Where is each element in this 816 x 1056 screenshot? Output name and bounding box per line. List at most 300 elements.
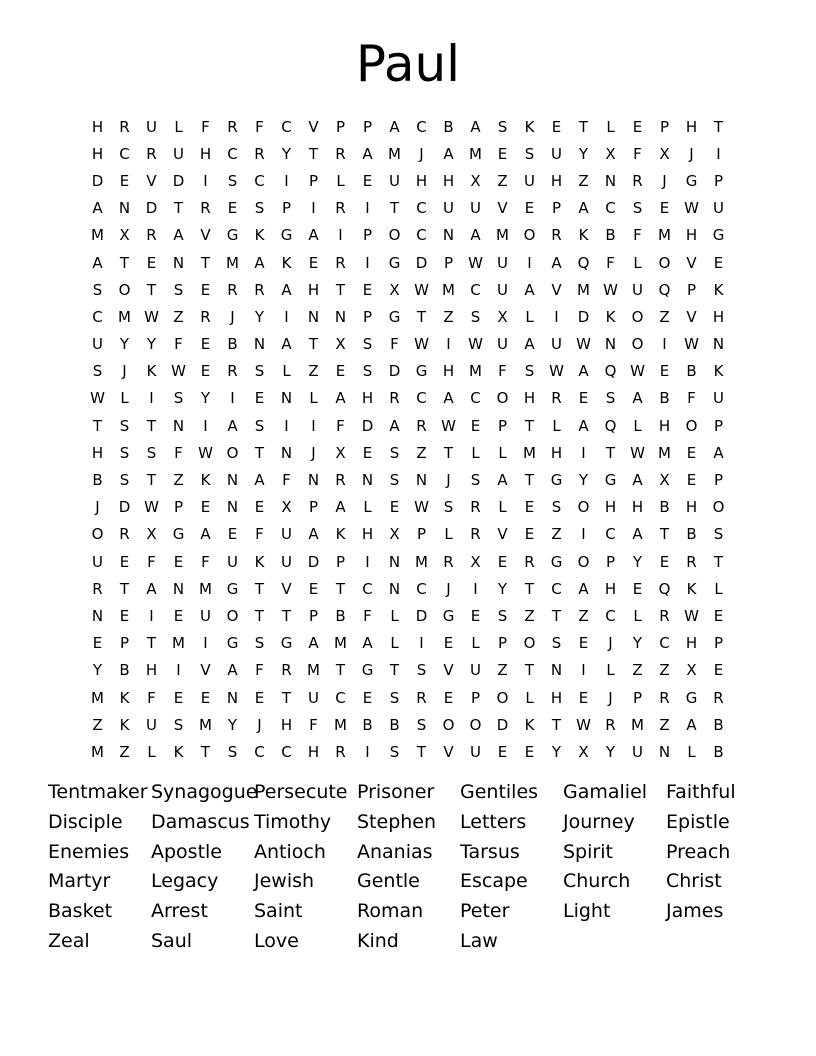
grid-letter[interactable]: G xyxy=(226,226,239,245)
grid-letter[interactable]: H xyxy=(442,171,455,190)
grid-letter[interactable]: L xyxy=(336,171,345,190)
grid-letter[interactable]: O xyxy=(496,389,509,408)
grid-letter[interactable]: X xyxy=(659,144,670,163)
grid-letter[interactable]: J xyxy=(689,144,694,163)
grid-letter[interactable]: E xyxy=(119,552,130,571)
grid-letter[interactable]: C xyxy=(416,226,427,245)
grid-letter[interactable]: S xyxy=(119,416,130,435)
grid-letter[interactable]: U xyxy=(200,606,211,625)
grid-letter[interactable]: M xyxy=(307,661,320,680)
grid-letter[interactable]: E xyxy=(200,362,211,381)
grid-letter[interactable]: I xyxy=(365,552,370,571)
grid-letter[interactable]: Y xyxy=(119,335,130,354)
grid-letter[interactable]: Z xyxy=(524,606,535,625)
grid-letter[interactable]: J xyxy=(446,579,451,598)
grid-letter[interactable]: M xyxy=(658,443,671,462)
grid-letter[interactable]: A xyxy=(443,144,454,163)
grid-letter[interactable]: E xyxy=(362,171,373,190)
grid-letter[interactable]: E xyxy=(254,498,265,517)
grid-letter[interactable]: Y xyxy=(254,307,265,326)
grid-letter[interactable]: R xyxy=(335,199,346,218)
grid-letter[interactable]: H xyxy=(307,742,320,761)
grid-letter[interactable]: A xyxy=(308,525,319,544)
grid-letter[interactable]: O xyxy=(523,226,536,245)
grid-letter[interactable]: N xyxy=(361,471,374,490)
grid-letter[interactable]: H xyxy=(415,171,428,190)
grid-letter[interactable]: I xyxy=(203,634,208,653)
grid-letter[interactable]: T xyxy=(416,742,427,761)
grid-letter[interactable]: I xyxy=(716,144,721,163)
grid-letter[interactable]: T xyxy=(659,525,670,544)
grid-letter[interactable]: A xyxy=(686,715,697,734)
grid-letter[interactable]: S xyxy=(389,742,400,761)
grid-letter[interactable]: H xyxy=(361,525,374,544)
grid-letter[interactable]: N xyxy=(172,416,185,435)
grid-letter[interactable]: R xyxy=(632,171,643,190)
grid-letter[interactable]: Y xyxy=(227,715,238,734)
grid-letter[interactable]: S xyxy=(92,362,103,381)
grid-letter[interactable]: R xyxy=(416,416,427,435)
grid-letter[interactable]: N xyxy=(226,498,239,517)
grid-letter[interactable]: K xyxy=(173,742,184,761)
grid-letter[interactable]: T xyxy=(389,661,400,680)
grid-letter[interactable]: P xyxy=(362,307,373,326)
grid-letter[interactable]: E xyxy=(254,688,265,707)
grid-letter[interactable]: A xyxy=(578,199,589,218)
grid-letter[interactable]: P xyxy=(308,171,319,190)
grid-letter[interactable]: A xyxy=(308,634,319,653)
grid-letter[interactable]: W xyxy=(684,199,699,218)
grid-letter[interactable]: G xyxy=(604,471,617,490)
grid-letter[interactable]: S xyxy=(362,362,373,381)
grid-letter[interactable]: N xyxy=(118,199,131,218)
grid-letter[interactable]: H xyxy=(712,307,725,326)
grid-letter[interactable]: E xyxy=(362,688,373,707)
grid-letter[interactable]: T xyxy=(713,117,724,136)
grid-letter[interactable]: L xyxy=(525,307,534,326)
grid-letter[interactable]: E xyxy=(686,443,697,462)
grid-letter[interactable]: H xyxy=(91,117,104,136)
grid-letter[interactable]: B xyxy=(335,606,346,625)
grid-letter[interactable]: T xyxy=(578,117,589,136)
grid-letter[interactable]: U xyxy=(281,552,292,571)
grid-letter[interactable]: M xyxy=(118,307,131,326)
grid-letter[interactable]: S xyxy=(470,471,481,490)
grid-letter[interactable]: T xyxy=(254,579,265,598)
grid-letter[interactable]: L xyxy=(174,117,183,136)
grid-letter[interactable]: S xyxy=(470,307,481,326)
grid-letter[interactable]: R xyxy=(551,226,562,245)
grid-letter[interactable]: E xyxy=(497,742,508,761)
grid-letter[interactable]: P xyxy=(362,226,373,245)
grid-letter[interactable]: E xyxy=(659,552,670,571)
grid-letter[interactable]: G xyxy=(388,253,401,272)
grid-letter[interactable]: F xyxy=(174,443,183,462)
grid-letter[interactable]: F xyxy=(309,715,318,734)
grid-letter[interactable]: H xyxy=(658,416,671,435)
grid-letter[interactable]: E xyxy=(227,199,238,218)
grid-letter[interactable]: T xyxy=(119,253,130,272)
grid-letter[interactable]: T xyxy=(335,579,346,598)
grid-letter[interactable]: D xyxy=(415,253,428,272)
grid-letter[interactable]: I xyxy=(419,634,424,653)
grid-letter[interactable]: H xyxy=(307,280,320,299)
grid-letter[interactable]: E xyxy=(470,416,481,435)
grid-letter[interactable]: B xyxy=(713,742,724,761)
grid-letter[interactable]: C xyxy=(605,606,616,625)
grid-letter[interactable]: U xyxy=(146,117,157,136)
grid-letter[interactable]: U xyxy=(551,144,562,163)
grid-letter[interactable]: E xyxy=(389,498,400,517)
grid-letter[interactable]: S xyxy=(254,199,265,218)
grid-letter[interactable]: K xyxy=(200,471,211,490)
grid-letter[interactable]: T xyxy=(146,280,157,299)
grid-letter[interactable]: U xyxy=(632,742,643,761)
grid-letter[interactable]: E xyxy=(497,552,508,571)
grid-letter[interactable]: F xyxy=(174,335,183,354)
grid-letter[interactable]: M xyxy=(577,280,590,299)
grid-letter[interactable]: N xyxy=(334,307,347,326)
grid-letter[interactable]: A xyxy=(524,280,535,299)
grid-letter[interactable]: R xyxy=(335,471,346,490)
grid-letter[interactable]: E xyxy=(713,253,724,272)
grid-letter[interactable]: A xyxy=(362,634,373,653)
grid-letter[interactable]: K xyxy=(335,525,346,544)
grid-letter[interactable]: A xyxy=(578,416,589,435)
grid-letter[interactable]: W xyxy=(144,307,159,326)
grid-letter[interactable]: L xyxy=(714,579,723,598)
grid-letter[interactable]: P xyxy=(605,552,616,571)
grid-letter[interactable]: H xyxy=(91,144,104,163)
grid-letter[interactable]: I xyxy=(527,253,532,272)
grid-letter[interactable]: E xyxy=(578,634,589,653)
grid-letter[interactable]: I xyxy=(203,416,208,435)
grid-letter[interactable]: K xyxy=(119,688,130,707)
grid-letter[interactable]: T xyxy=(146,416,157,435)
grid-letter[interactable]: S xyxy=(524,144,535,163)
grid-letter[interactable]: J xyxy=(419,144,424,163)
grid-letter[interactable]: W xyxy=(576,715,591,734)
grid-letter[interactable]: U xyxy=(308,688,319,707)
grid-letter[interactable]: E xyxy=(497,144,508,163)
grid-letter[interactable]: E xyxy=(119,171,130,190)
grid-letter[interactable]: A xyxy=(389,117,400,136)
grid-letter[interactable]: W xyxy=(198,443,213,462)
grid-letter[interactable]: H xyxy=(604,579,617,598)
grid-letter[interactable]: H xyxy=(685,117,698,136)
grid-letter[interactable]: A xyxy=(173,226,184,245)
grid-letter[interactable]: D xyxy=(361,416,374,435)
grid-letter[interactable]: E xyxy=(470,606,481,625)
grid-letter[interactable]: I xyxy=(203,171,208,190)
grid-letter[interactable]: W xyxy=(414,335,429,354)
grid-letter[interactable]: S xyxy=(551,498,562,517)
grid-letter[interactable]: S xyxy=(254,634,265,653)
grid-letter[interactable]: W xyxy=(144,498,159,517)
grid-letter[interactable]: L xyxy=(471,634,480,653)
grid-letter[interactable]: J xyxy=(257,715,262,734)
grid-letter[interactable]: Y xyxy=(578,144,589,163)
grid-letter[interactable]: E xyxy=(92,634,103,653)
grid-letter[interactable]: K xyxy=(713,280,724,299)
grid-letter[interactable]: I xyxy=(176,661,181,680)
grid-letter[interactable]: R xyxy=(470,498,481,517)
grid-letter[interactable]: E xyxy=(632,117,643,136)
grid-letter[interactable]: U xyxy=(713,389,724,408)
grid-letter[interactable]: Z xyxy=(497,171,508,190)
grid-letter[interactable]: B xyxy=(659,389,670,408)
grid-letter[interactable]: R xyxy=(281,661,292,680)
grid-letter[interactable]: N xyxy=(442,226,455,245)
grid-letter[interactable]: L xyxy=(633,606,642,625)
grid-letter[interactable]: S xyxy=(524,362,535,381)
grid-letter[interactable]: X xyxy=(335,335,346,354)
grid-letter[interactable]: P xyxy=(308,606,319,625)
grid-letter[interactable]: K xyxy=(578,226,589,245)
grid-letter[interactable]: E xyxy=(308,253,319,272)
grid-letter[interactable]: X xyxy=(281,498,292,517)
grid-letter[interactable]: T xyxy=(443,443,454,462)
grid-letter[interactable]: N xyxy=(280,443,293,462)
grid-letter[interactable]: S xyxy=(254,416,265,435)
grid-letter[interactable]: S xyxy=(416,715,427,734)
grid-letter[interactable]: G xyxy=(712,226,725,245)
grid-letter[interactable]: U xyxy=(470,742,481,761)
grid-letter[interactable]: C xyxy=(470,280,481,299)
grid-letter[interactable]: S xyxy=(173,715,184,734)
grid-letter[interactable]: O xyxy=(577,498,590,517)
grid-letter[interactable]: H xyxy=(280,715,293,734)
grid-letter[interactable]: N xyxy=(604,335,617,354)
grid-letter[interactable]: C xyxy=(254,742,265,761)
grid-letter[interactable]: H xyxy=(550,688,563,707)
grid-letter[interactable]: S xyxy=(551,634,562,653)
grid-letter[interactable]: O xyxy=(631,307,644,326)
grid-letter[interactable]: O xyxy=(442,715,455,734)
grid-letter[interactable]: W xyxy=(468,335,483,354)
grid-letter[interactable]: U xyxy=(497,280,508,299)
grid-letter[interactable]: L xyxy=(309,389,318,408)
grid-letter[interactable]: R xyxy=(335,742,346,761)
grid-letter[interactable]: A xyxy=(551,253,562,272)
grid-letter[interactable]: R xyxy=(200,307,211,326)
grid-letter[interactable]: V xyxy=(308,117,319,136)
grid-letter[interactable]: A xyxy=(443,389,454,408)
grid-letter[interactable]: S xyxy=(227,742,238,761)
grid-letter[interactable]: T xyxy=(524,416,535,435)
grid-letter[interactable]: U xyxy=(173,144,184,163)
grid-letter[interactable]: C xyxy=(335,688,346,707)
grid-letter[interactable]: A xyxy=(92,199,103,218)
grid-letter[interactable]: N xyxy=(388,579,401,598)
grid-letter[interactable]: K xyxy=(254,552,265,571)
grid-letter[interactable]: A xyxy=(227,416,238,435)
grid-letter[interactable]: U xyxy=(470,661,481,680)
grid-letter[interactable]: Y xyxy=(92,661,103,680)
grid-letter[interactable]: H xyxy=(442,362,455,381)
grid-letter[interactable]: E xyxy=(146,253,157,272)
grid-letter[interactable]: T xyxy=(119,579,130,598)
grid-letter[interactable]: E xyxy=(362,280,373,299)
letter-grid[interactable] xyxy=(84,113,732,766)
grid-letter[interactable]: S xyxy=(146,443,157,462)
grid-letter[interactable]: X xyxy=(389,280,400,299)
grid-letter[interactable]: T xyxy=(146,634,157,653)
grid-letter[interactable]: T xyxy=(605,443,616,462)
grid-letter[interactable]: K xyxy=(146,362,157,381)
grid-letter[interactable]: F xyxy=(201,117,210,136)
grid-letter[interactable]: K xyxy=(605,307,616,326)
grid-letter[interactable]: R xyxy=(119,117,130,136)
grid-letter[interactable]: C xyxy=(605,525,616,544)
grid-letter[interactable]: A xyxy=(254,253,265,272)
grid-letter[interactable]: D xyxy=(496,715,509,734)
grid-letter[interactable]: B xyxy=(119,661,130,680)
grid-letter[interactable]: J xyxy=(95,498,100,517)
grid-letter[interactable]: W xyxy=(441,416,456,435)
grid-letter[interactable]: V xyxy=(200,661,211,680)
grid-letter[interactable]: H xyxy=(550,443,563,462)
grid-letter[interactable]: W xyxy=(468,253,483,272)
grid-letter[interactable]: S xyxy=(254,362,265,381)
grid-letter[interactable]: P xyxy=(443,253,454,272)
grid-letter[interactable]: L xyxy=(687,742,696,761)
grid-letter[interactable]: P xyxy=(173,498,184,517)
grid-letter[interactable]: X xyxy=(578,742,589,761)
grid-letter[interactable]: F xyxy=(336,416,345,435)
grid-letter[interactable]: C xyxy=(92,307,103,326)
grid-letter[interactable]: N xyxy=(307,307,320,326)
grid-letter[interactable]: N xyxy=(550,661,563,680)
grid-letter[interactable]: N xyxy=(604,171,617,190)
grid-letter[interactable]: P xyxy=(497,634,508,653)
grid-letter[interactable]: T xyxy=(254,606,265,625)
grid-letter[interactable]: H xyxy=(550,171,563,190)
grid-letter[interactable]: Z xyxy=(173,307,184,326)
grid-letter[interactable]: N xyxy=(658,742,671,761)
grid-letter[interactable]: Z xyxy=(578,171,589,190)
grid-letter[interactable]: H xyxy=(685,498,698,517)
grid-letter[interactable]: I xyxy=(284,171,289,190)
grid-letter[interactable]: J xyxy=(311,443,316,462)
grid-letter[interactable]: F xyxy=(606,253,615,272)
grid-letter[interactable]: W xyxy=(630,362,645,381)
grid-letter[interactable]: M xyxy=(631,715,644,734)
grid-letter[interactable]: C xyxy=(281,117,292,136)
grid-letter[interactable]: O xyxy=(91,525,104,544)
grid-letter[interactable]: F xyxy=(363,606,372,625)
grid-letter[interactable]: B xyxy=(362,715,373,734)
grid-letter[interactable]: N xyxy=(712,335,725,354)
grid-letter[interactable]: V xyxy=(497,199,508,218)
grid-letter[interactable]: M xyxy=(91,742,104,761)
grid-letter[interactable]: J xyxy=(446,471,451,490)
grid-letter[interactable]: B xyxy=(389,715,400,734)
grid-letter[interactable]: S xyxy=(362,335,373,354)
grid-letter[interactable]: O xyxy=(685,416,698,435)
grid-letter[interactable]: N xyxy=(172,579,185,598)
grid-letter[interactable]: A xyxy=(308,226,319,245)
grid-letter[interactable]: T xyxy=(416,307,427,326)
grid-letter[interactable]: Y xyxy=(632,634,643,653)
grid-letter[interactable]: N xyxy=(388,552,401,571)
grid-letter[interactable]: U xyxy=(470,199,481,218)
grid-letter[interactable]: V xyxy=(146,171,157,190)
grid-letter[interactable]: R xyxy=(389,389,400,408)
grid-letter[interactable]: A xyxy=(227,661,238,680)
grid-letter[interactable]: L xyxy=(606,117,615,136)
grid-letter[interactable]: V xyxy=(281,579,292,598)
grid-letter[interactable]: E xyxy=(362,443,373,462)
grid-letter[interactable]: Z xyxy=(173,471,184,490)
grid-letter[interactable]: W xyxy=(414,498,429,517)
grid-letter[interactable]: F xyxy=(147,552,156,571)
grid-letter[interactable]: U xyxy=(389,171,400,190)
grid-letter[interactable]: U xyxy=(443,199,454,218)
grid-letter[interactable]: I xyxy=(365,199,370,218)
grid-letter[interactable]: A xyxy=(281,280,292,299)
grid-letter[interactable]: A xyxy=(335,498,346,517)
grid-letter[interactable]: O xyxy=(658,253,671,272)
grid-letter[interactable]: R xyxy=(92,579,103,598)
grid-letter[interactable]: F xyxy=(390,335,399,354)
grid-letter[interactable]: T xyxy=(254,443,265,462)
grid-letter[interactable]: K xyxy=(119,715,130,734)
grid-letter[interactable]: T xyxy=(389,199,400,218)
grid-letter[interactable]: T xyxy=(551,715,562,734)
grid-letter[interactable]: A xyxy=(632,525,643,544)
grid-letter[interactable]: N xyxy=(226,688,239,707)
grid-letter[interactable]: G xyxy=(388,307,401,326)
grid-letter[interactable]: R xyxy=(659,606,670,625)
grid-letter[interactable]: E xyxy=(659,199,670,218)
grid-letter[interactable]: L xyxy=(120,389,129,408)
grid-letter[interactable]: R xyxy=(659,688,670,707)
grid-letter[interactable]: Y xyxy=(200,389,211,408)
grid-letter[interactable]: O xyxy=(226,606,239,625)
grid-letter[interactable]: E xyxy=(119,606,130,625)
grid-letter[interactable]: E xyxy=(713,661,724,680)
grid-letter[interactable]: S xyxy=(173,280,184,299)
grid-letter[interactable]: I xyxy=(365,742,370,761)
grid-letter[interactable]: T xyxy=(524,579,535,598)
grid-letter[interactable]: C xyxy=(551,579,562,598)
grid-letter[interactable]: Z xyxy=(92,715,103,734)
grid-letter[interactable]: O xyxy=(118,280,131,299)
grid-letter[interactable]: V xyxy=(497,525,508,544)
grid-letter[interactable]: W xyxy=(414,280,429,299)
grid-letter[interactable]: O xyxy=(712,498,725,517)
grid-letter[interactable]: V xyxy=(443,661,454,680)
grid-letter[interactable]: H xyxy=(523,389,536,408)
grid-letter[interactable]: O xyxy=(469,715,482,734)
grid-letter[interactable]: P xyxy=(713,634,724,653)
grid-letter[interactable]: A xyxy=(578,579,589,598)
grid-letter[interactable]: N xyxy=(415,471,428,490)
grid-letter[interactable]: D xyxy=(145,199,158,218)
grid-letter[interactable]: R xyxy=(551,389,562,408)
grid-letter[interactable]: T xyxy=(308,144,319,163)
grid-letter[interactable]: P xyxy=(335,552,346,571)
grid-letter[interactable]: H xyxy=(199,144,212,163)
grid-letter[interactable]: R xyxy=(416,688,427,707)
grid-letter[interactable]: B xyxy=(605,226,616,245)
grid-letter[interactable]: E xyxy=(200,280,211,299)
grid-letter[interactable]: F xyxy=(255,661,264,680)
grid-letter[interactable]: T xyxy=(524,661,535,680)
grid-letter[interactable]: G xyxy=(280,634,293,653)
grid-letter[interactable]: U xyxy=(497,335,508,354)
